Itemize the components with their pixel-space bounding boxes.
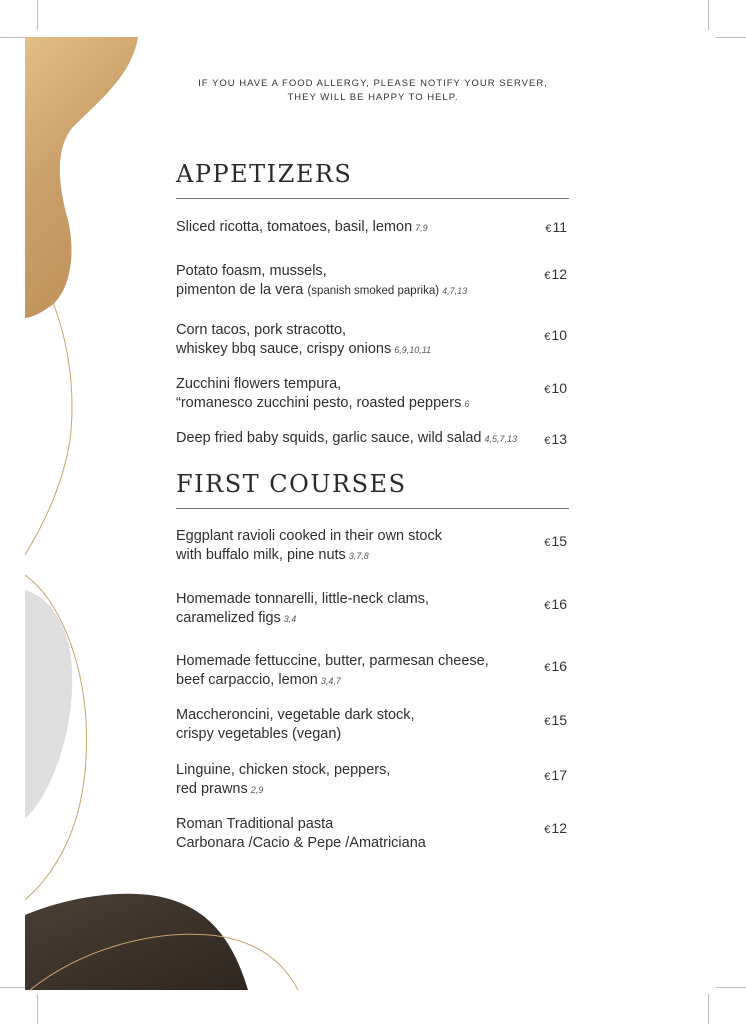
menu-item [176, 761, 569, 800]
notice-line: IF YOU HAVE A FOOD ALLERGY, PLEASE NOTIFY YOUR SERVER, [198, 78, 548, 89]
item-description: Homemade tonnarelli, little-neck clams, [176, 591, 430, 607]
currency-symbol: € [544, 384, 551, 396]
gold-line [25, 300, 72, 555]
item-price [544, 379, 567, 400]
item-allergens: 6,9,10,11 [394, 345, 432, 355]
item-price [544, 326, 567, 347]
price-value: 17 [551, 767, 567, 783]
item-description: caramelized figs [176, 610, 281, 626]
item-allergens: 3,4 [283, 614, 297, 624]
menu-item [176, 429, 569, 449]
item-description: Maccheroncini, vegetable dark stock, [176, 707, 415, 723]
currency-symbol: € [544, 824, 551, 836]
item-price [544, 819, 567, 840]
item-description: Zucchini flowers tempura, [176, 376, 342, 392]
price-value: 15 [551, 533, 567, 549]
currency-symbol: € [545, 223, 552, 235]
item-description: Linguine, chicken stock, peppers, [176, 762, 391, 778]
price-value: 12 [551, 820, 567, 836]
item-description: whiskey bbq sauce, crispy onions [176, 341, 392, 357]
grey-blob [25, 590, 72, 818]
currency-symbol: € [544, 662, 551, 674]
currency-symbol: € [544, 435, 551, 447]
price-value: 15 [551, 712, 567, 728]
item-description: Roman Traditional pasta [176, 816, 334, 832]
item-price [544, 711, 567, 732]
item-allergens: 2,9 [250, 785, 264, 795]
item-description: beef carpaccio, lemon [176, 672, 318, 688]
item-description: crispy vegetables (vegan) [176, 726, 342, 742]
currency-symbol: € [544, 771, 551, 783]
item-price [544, 532, 567, 553]
price-value: 16 [551, 596, 567, 612]
notice-line: THEY WILL BE HAPPY TO HELP. [287, 92, 459, 103]
item-description: Potato foasm, mussels, [176, 263, 327, 279]
currency-symbol: € [544, 270, 551, 282]
menu-item [176, 527, 569, 566]
price-value: 10 [551, 327, 567, 343]
menu-item [176, 218, 569, 238]
item-description: Corn tacos, pork stracotto, [176, 322, 347, 338]
price-value: 12 [551, 266, 567, 282]
item-allergens: 7,9 [415, 223, 428, 233]
item-description: Deep fried baby squids, garlic sauce, wild salad [176, 430, 482, 446]
dark-blob [25, 894, 248, 990]
item-price [545, 218, 567, 239]
item-allergens: 3,7,8 [348, 551, 369, 561]
menu-item [176, 652, 569, 691]
price-value: 11 [552, 219, 567, 235]
item-description: Eggplant ravioli cooked in their own stock [176, 528, 442, 544]
price-value: 16 [551, 658, 567, 674]
item-description: red prawns [176, 781, 248, 797]
item-description: Carbonara /Cacio & Pepe /Amatriciana [176, 835, 426, 851]
menu-item [176, 321, 569, 360]
price-value: 10 [551, 380, 567, 396]
currency-symbol: € [544, 600, 551, 612]
item-description: pimenton de la vera [176, 282, 304, 298]
currency-symbol: € [544, 716, 551, 728]
item-allergens: 3,4,7 [320, 676, 341, 686]
item-price [544, 595, 567, 616]
item-price [544, 265, 567, 286]
item-description: Sliced ricotta, tomatoes, basil, lemon [176, 219, 413, 235]
item-description: “romanesco zucchini pesto, roasted peppers [176, 395, 462, 411]
allergy-notice [160, 77, 586, 105]
section-title-first-courses: FIRST COURSES [176, 470, 569, 509]
item-note: (spanish smoked paprika) [307, 285, 440, 297]
item-price [544, 766, 567, 787]
menu-item [176, 262, 569, 301]
currency-symbol: € [544, 331, 551, 343]
price-value: 13 [551, 431, 567, 447]
menu-item [176, 375, 569, 414]
menu-item [176, 590, 569, 629]
menu-item [176, 706, 569, 744]
item-description: Homemade fettuccine, butter, parmesan cheese, [176, 653, 489, 669]
item-description: with buffalo milk, pine nuts [176, 547, 346, 563]
gold-blob [25, 37, 138, 318]
item-price [544, 657, 567, 678]
item-allergens: 4,7,13 [442, 286, 468, 296]
item-allergens: 6 [464, 399, 470, 409]
item-price [544, 430, 567, 451]
item-allergens: 4,5,7,13 [484, 434, 518, 444]
currency-symbol: € [544, 537, 551, 549]
section-title-appetizers: APPETIZERS [176, 160, 569, 199]
menu-item [176, 815, 569, 853]
